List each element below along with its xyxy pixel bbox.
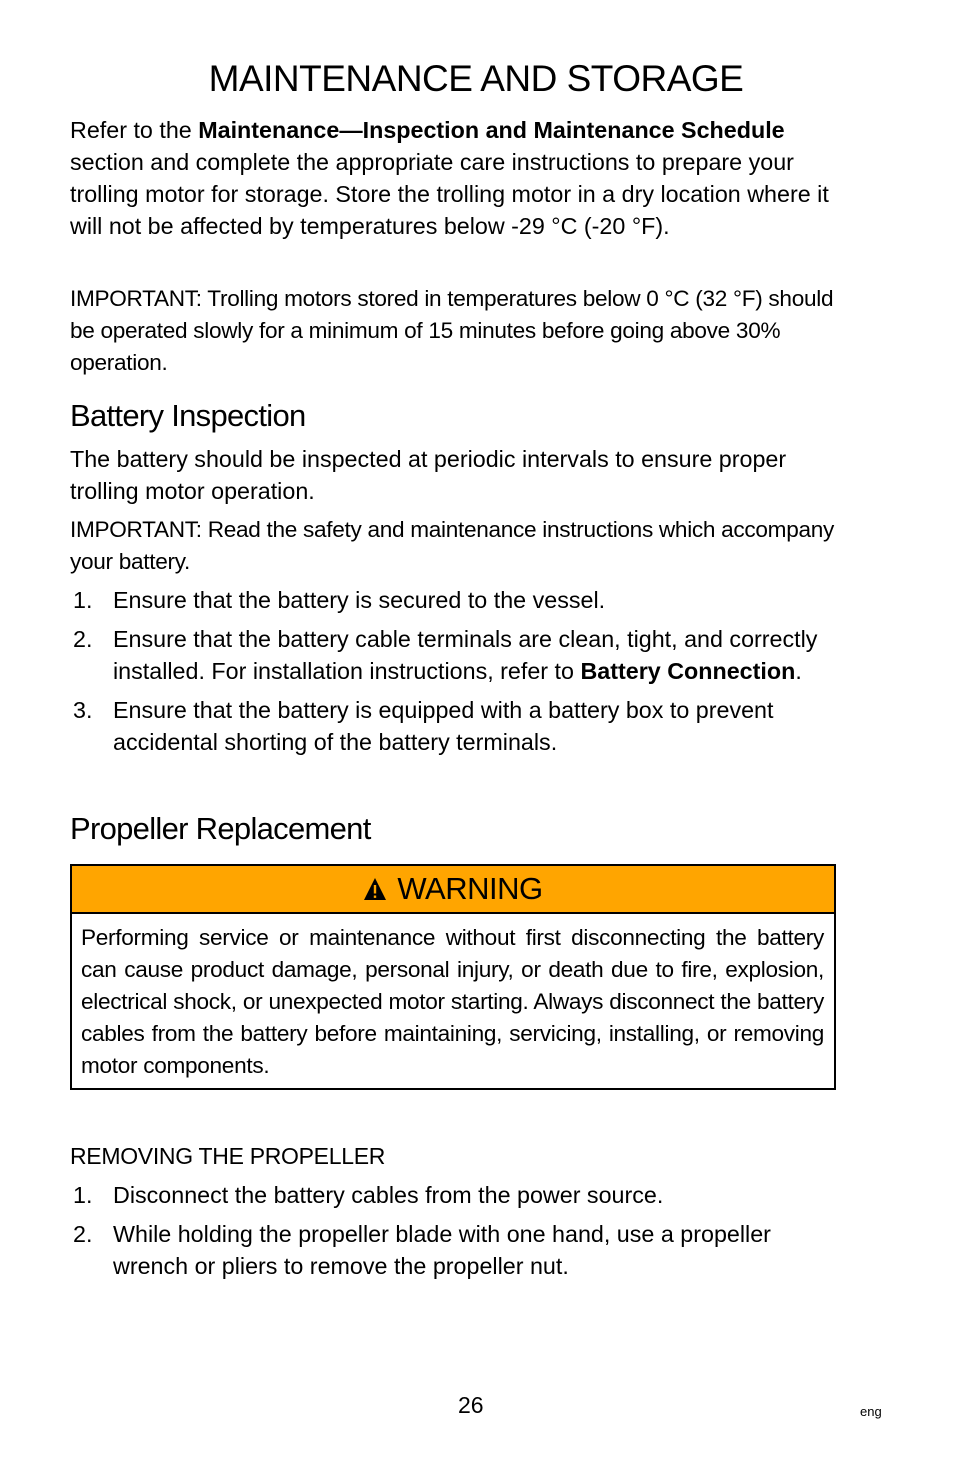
warning-text: Performing service or maintenance without first disconnecting the battery can cause product damage, personal injury, or death due to fire, explosion, electrical shock, or unexpected motor starting. Always disconnect the battery cables from the battery before maintaining, servicing, installing, or removing motor components.	[81, 925, 824, 1078]
step-number: 2.	[73, 626, 93, 652]
battery-steps-list	[70, 584, 834, 758]
warning-triangle-icon	[363, 877, 387, 901]
removing-propeller-heading: REMOVING THE PROPELLER	[70, 1143, 386, 1169]
propeller-steps-list	[70, 1179, 834, 1282]
list-item	[70, 623, 834, 687]
step-text: Ensure that the battery is secured to the vessel.	[113, 587, 606, 613]
list-item	[70, 1179, 834, 1211]
step-number: 1.	[73, 587, 93, 613]
step-text: Disconnect the battery cables from the power source.	[113, 1182, 664, 1208]
page-title: MAINTENANCE AND STORAGE	[208, 58, 744, 99]
list-item	[70, 1218, 834, 1282]
step-number: 1.	[73, 1182, 93, 1208]
intro-paragraph	[70, 114, 834, 242]
propeller-replacement-heading: Propeller Replacement	[70, 811, 371, 846]
intro-text-post: section and complete the appropriate care instructions to prepare your trolling motor for storage. Store the trolling motor in a dry location where it will not be affected by temperatures below -29 °C (-20 °F).	[70, 149, 829, 239]
battery-inspection-heading: Battery Inspection	[70, 398, 306, 433]
step-text: Ensure that the battery cable terminals are clean, tight, and correctly installed. For installation instructions, refer to	[113, 626, 818, 684]
step-text: Ensure that the battery is equipped with a battery box to prevent accidental shorting of the battery terminals.	[113, 697, 774, 755]
step-text: While holding the propeller blade with one hand, use a propeller wrench or pliers to remove the propeller nut.	[113, 1221, 771, 1279]
list-item	[70, 694, 834, 758]
important-storage-note: IMPORTANT: Trolling motors stored in temperatures below 0 °C (32 °F) should be operated slowly for a minimum of 15 minutes before going above 30% operation.	[70, 286, 834, 375]
step-number: 3.	[73, 697, 93, 723]
list-item	[70, 584, 834, 616]
step-number: 2.	[73, 1221, 93, 1247]
page-number: 26	[458, 1392, 484, 1418]
battery-connection-reference: Battery Connection	[580, 658, 796, 684]
language-code: eng	[860, 1404, 882, 1419]
warning-box	[70, 864, 836, 1090]
intro-reference-bold: Maintenance—Inspection and Maintenance Schedule	[198, 117, 785, 143]
step-text-end: .	[795, 658, 802, 684]
important-battery-note: IMPORTANT: Read the safety and maintenance instructions which accompany your battery.	[70, 517, 834, 574]
battery-inspection-text: The battery should be inspected at periodic intervals to ensure proper trolling motor operation.	[70, 446, 787, 504]
intro-text-pre: Refer to the	[70, 117, 199, 143]
warning-label: WARNING	[397, 871, 543, 906]
warning-header	[72, 866, 834, 914]
